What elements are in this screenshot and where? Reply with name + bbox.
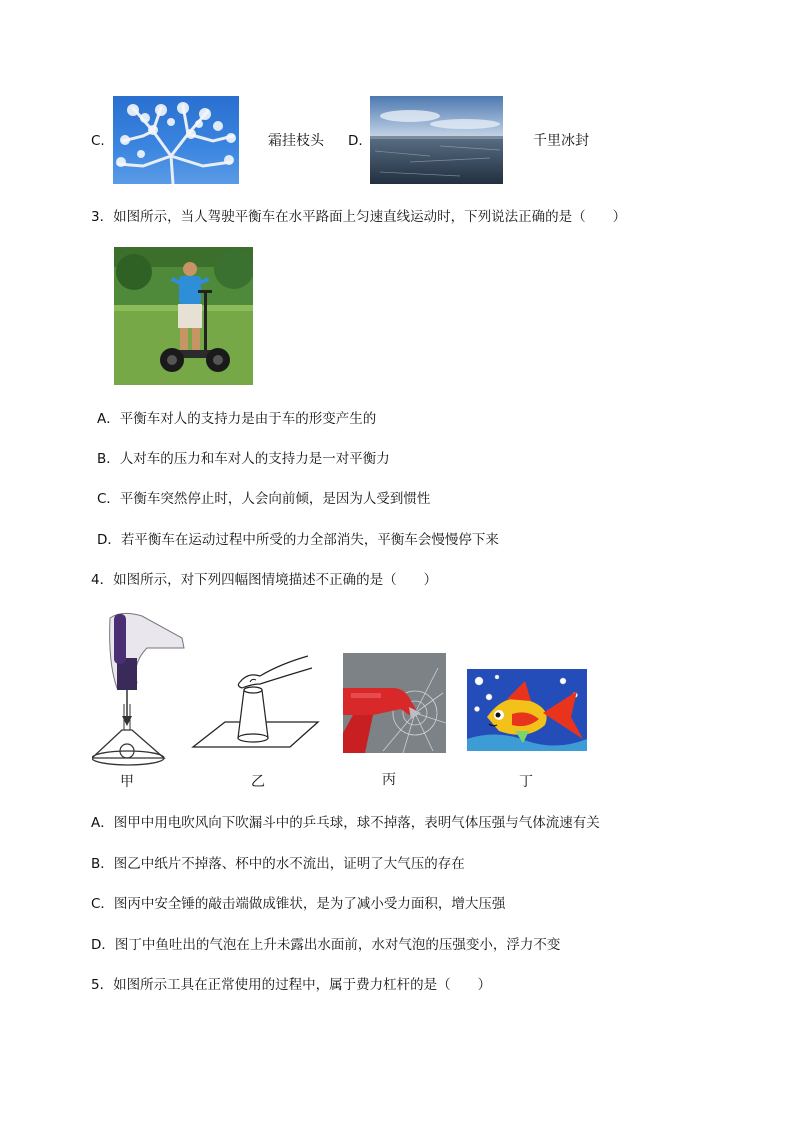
label-bing: 丙 — [382, 772, 396, 788]
safety-hammer-image — [343, 653, 446, 753]
option-d-letter: D. — [348, 133, 363, 149]
q3-option-b: B．人对车的压力和车对人的支持力是一对平衡力 — [97, 451, 390, 467]
frozen-lake-image — [370, 96, 503, 184]
label-jia: 甲 — [120, 774, 134, 790]
q4-option-c: C．图丙中安全锤的敲击端做成锥状，是为了减小受力面积，增大压强 — [91, 896, 506, 912]
frost-branch-image — [113, 96, 239, 184]
q3-option-d: D．若平衡车在运动过程中所受的力全部消失，平衡车会慢慢停下来 — [97, 532, 499, 548]
q4-option-a: A．图甲中用电吹风向下吹漏斗中的乒乓球，球不掉落，表明气体压强与气体流速有关 — [91, 815, 600, 831]
q4-option-b: B．图乙中纸片不掉落、杯中的水不流出，证明了大气压的存在 — [91, 856, 465, 872]
fish-painting-image — [467, 669, 587, 751]
label-ding: 丁 — [519, 774, 533, 790]
option-c-caption: 霜挂枝头 — [268, 133, 324, 149]
cup-card-figure — [190, 654, 320, 750]
q4-stem: 4．如图所示，对下列四幅图情境描述不正确的是（ ） — [91, 572, 438, 588]
q3-option-c: C．平衡车突然停止时，人会向前倾，是因为人受到惯性 — [97, 491, 431, 507]
option-c-letter: C. — [91, 133, 105, 149]
q3-stem: 3．如图所示，当人驾驶平衡车在水平路面上匀速直线运动时，下列说法正确的是（ ） — [91, 209, 627, 225]
q5-stem: 5．如图所示工具在正常使用的过程中，属于费力杠杆的是（ ） — [91, 977, 492, 993]
label-yi: 乙 — [251, 774, 265, 790]
option-d-caption: 千里冰封 — [533, 133, 589, 149]
q3-option-a: A．平衡车对人的支持力是由于车的形变产生的 — [97, 411, 377, 427]
hairdryer-funnel-figure — [92, 608, 192, 768]
q4-option-d: D．图丁中鱼吐出的气泡在上升未露出水面前，水对气泡的压强变小，浮力不变 — [91, 937, 561, 953]
balance-scooter-image — [114, 247, 253, 385]
